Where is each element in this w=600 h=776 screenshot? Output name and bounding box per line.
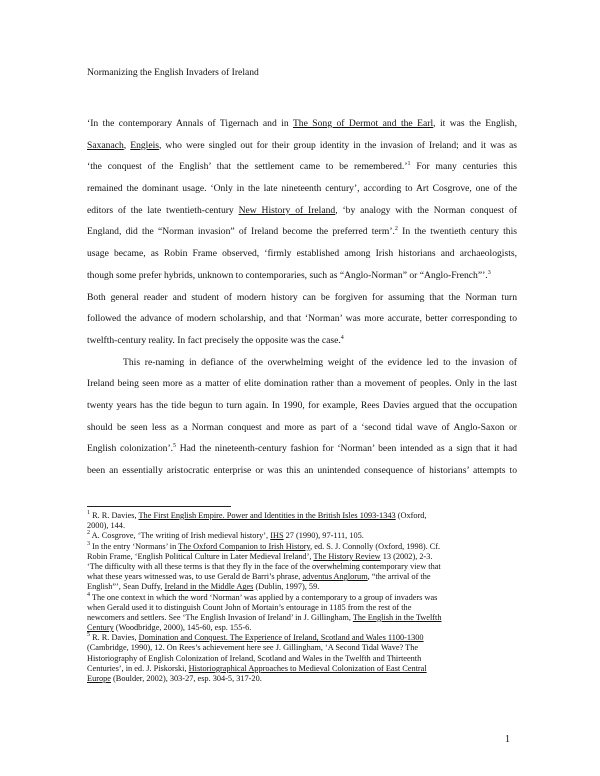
footnote-marker: 4 [340,334,344,341]
body-line: This re-naming in defiance of the overwhelming weight of the evidence led to the invasion of [123,356,517,368]
body-line: should be seen less as a Norman conquest and more as part of a ‘second tidal wave of Anglo-Saxon or [87,421,517,433]
underlined-title: Century [87,623,114,633]
footnote-line: (Cambridge, 1990), 12. On Rees’s achievement here see J. Gillingham, ‘A Second Tidal Wave? The [87,643,419,653]
underlined-title: Ireland in the Middle Ages [164,582,254,592]
footnote-marker: 5 [87,632,90,639]
underlined-title: Europe [87,674,111,683]
body-line: though some prefer hybrids, unknown to contemporaries, such as “Anglo-Norman” or “Anglo-French”’.$^3$ [87,269,491,281]
underlined-title: IHS [270,531,284,541]
underlined-title: The English in the Twelfth [352,612,442,622]
body-line: ‘In the contemporary Annals of Tigernach and in The Song of Dermot and the Earl, it was the English, [87,118,518,129]
footnote-divider [87,506,231,507]
underlined-title: Engleis [130,139,159,151]
footnote-line: $^5$ R. R. Davies, Domination and Conquest. The Experience of Ireland, Scotland and Wales 1100-1300 [87,632,424,643]
underlined-title: Saxanach [87,139,124,151]
footnote-marker: 2 [87,530,90,537]
underlined-title: The Oxford Companion to Irish History [178,541,311,551]
underlined-title: The First English Empire. Power and Identities in the British Isles 1093-1343 [138,511,396,520]
footnote-line: English”’, Sean Duffy, Ireland in the Middle Ages (Dublin, 1997), 59. [87,582,320,592]
page-number: 1 [505,734,510,745]
footnote-marker: 3 [87,540,90,547]
body-line: England, did the “Norman invasion” of Ireland become the preferred term’.$^2$ In the twentieth century this [87,226,517,238]
footnote-line: ‘The difficulty with all these terms is that they fly in the face of the overwhelming contemporary view that [87,561,441,571]
body-line: English colonization’.$^5$ Had the nineteenth-century fashion for ‘Norman’ been intended as a sign that it had [87,443,518,455]
footnote-line: Robin Frame, ‘English Political Culture in Later Medieval Ireland’, The History Review 13 (2002), 2-3. [87,551,433,561]
body-text [87,113,517,482]
underlined-title: Domination and Conquest. The Experience of Ireland, Scotland and Wales 1100-1300 [138,633,424,643]
body-line: remained the dominant usage. ‘Only in the late nineteenth century’, according to Art Cosgrove, one of the [87,183,517,195]
body-line: usage became, as Robin Frame observed, ‘firmly established among Irish historians and archaeologists, [87,248,517,260]
footnotes [87,511,517,684]
body-line: Both general reader and student of modern history can be forgiven for assuming that the Norman turn [87,291,517,303]
footnote-line: $^1$ R. R. Davies, The First English Empire. Power and Identities in the British Isles 1093-1343 (Oxford, [87,510,427,520]
footnote-line: $^3$ In the entry ‘Normans’ in The Oxford Companion to Irish History, ed. S. J. Connolly (Oxford, 1998). Cf. [87,540,441,551]
body-line: Ireland being seen more as a matter of elite domination rather than a movement of peoples. Only in the last [87,378,517,390]
underlined-title: adventus Anglorum [302,572,368,582]
footnote-line: $^2$ A. Cosgrove, ‘The writing of Irish medieval history’, IHS 27 (1990), 97-111, 105. [87,530,364,541]
footnote-line: what these years witnessed was, to use Gerald de Barri’s phrase, adventus Anglorum, “the arrival of the [87,572,431,582]
footnote-marker: 3 [487,269,491,276]
body-line: been an essentially aristocratic enterprise or was this an unintended consequence of historians’ attempts to [87,465,517,476]
footnote-marker: 1 [407,161,411,168]
footnote-line: Europe (Boulder, 2002), 303-27, esp. 304-5, 317-20. [87,674,262,683]
footnote-marker: 5 [173,443,177,450]
underlined-title: Historiographical Approaches to Medieval Colonization of East Central [188,663,427,673]
document-title: Normanizing the English Invaders of Ireland [87,67,259,78]
footnote-line: 2000), 144. [87,521,126,531]
footnote-marker: 1 [87,510,90,516]
footnote-line: newcomers and settlers. See ‘The English Invasion of Ireland’ in J. Gillingham, The English in the Twelfth [87,612,442,622]
underlined-title: The History Review [313,551,381,561]
body-line: Saxanach, Engleis, who were singled out for their group identity in the invasion of Ireland; and it was as [87,139,517,151]
body-line: followed the advance of modern scholarship, and that ‘Norman’ was more accurate, better corresponding to [87,313,517,325]
body-line: twenty years has the tide begun to turn again. In 1990, for example, Rees Davies argued that the occupation [87,399,517,411]
footnote-line: Century (Woodbridge, 2000), 145-60, esp. 155-6. [87,623,252,633]
body-line: twelfth-century reality. In fact precisely the opposite was the case.$^4$ [87,334,344,346]
body-line: editors of the late twentieth-century New History of Ireland, ‘by analogy with the Norman conquest of [87,204,518,216]
body-line: ‘the conquest of the English’ that the settlement came to be remembered.’$^1$ For many centuries this [87,161,517,173]
underlined-title: The Song of Dermot and the Earl [292,118,434,129]
underlined-title: New History of Ireland [238,204,336,216]
footnote-line: $^4$ The one context in which the word ‘Norman’ was applied by a contemporary to a group of invaders was [87,591,438,602]
footnote-line: when Gerald used it to distinguish Count John of Mortain’s entourage in 1185 from the rest of the [87,602,412,612]
footnote-line: Centuries’, in ed. J. Piskorski, Historiographical Approaches to Medieval Colonization of East Central [87,663,427,673]
footnote-marker: 2 [394,226,398,233]
footnote-marker: 4 [87,591,90,598]
footnote-line: Historiography of English Colonization of Ireland, Scotland and Wales in the Twelfth and Thirteenth [87,653,422,663]
